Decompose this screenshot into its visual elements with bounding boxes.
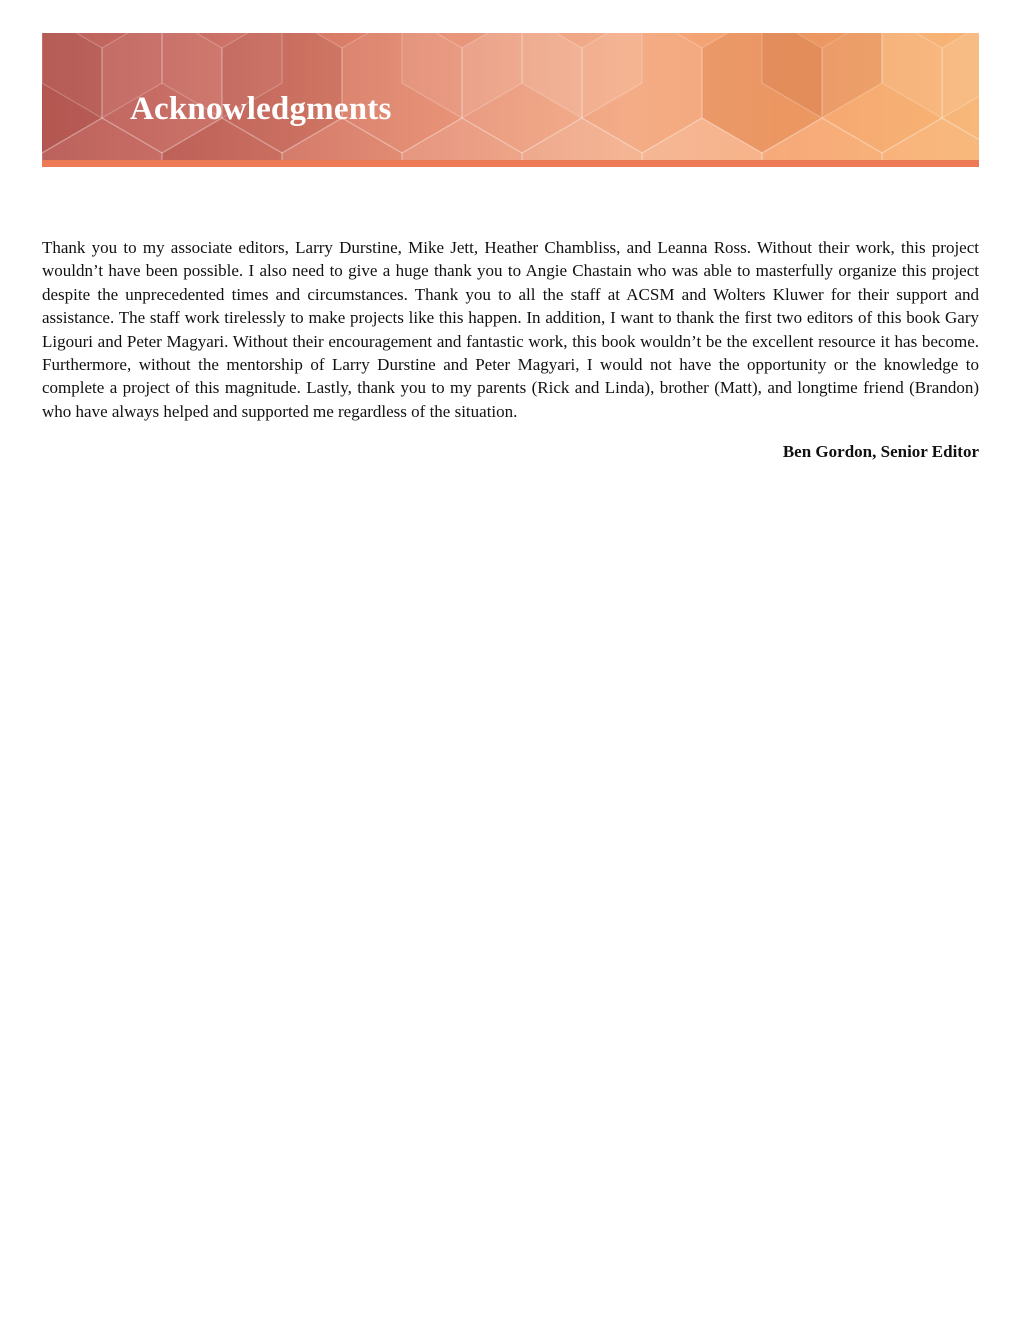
banner-underline bbox=[42, 160, 979, 167]
page-title: Acknowledgments bbox=[130, 91, 392, 127]
acknowledgments-paragraph: Thank you to my associate editors, Larry Durstine, Mike Jett, Heather Chambliss, and Leanna Ross. Without their work, this project wouldn’t have been possible. I also need to give a huge thank you to Angie Chastain who was able to masterfully organize this project despite the unprecedented times and circumstances. Thank you to all the staff at ACSM and Wolters Kluwer for their support and assistance. The staff work tirelessly to make projects like this happen. In addition, I want to thank the first two editors of this book Gary Ligouri and Peter Magyari. Without their encouragement and fantastic work, this book wouldn’t be the excellent resource it has become. Furthermore, without the mentorship of Larry Durstine and Peter Magyari, I would not have the opportunity or the knowledge to complete a project of this magnitude. Lastly, thank you to my parents (Rick and Linda), brother (Matt), and longtime friend (Brandon) who have always helped and supported me regardless of the situation. bbox=[42, 238, 979, 421]
signature: Ben Gordon, Senior Editor bbox=[782, 442, 979, 461]
header-banner bbox=[42, 33, 979, 160]
